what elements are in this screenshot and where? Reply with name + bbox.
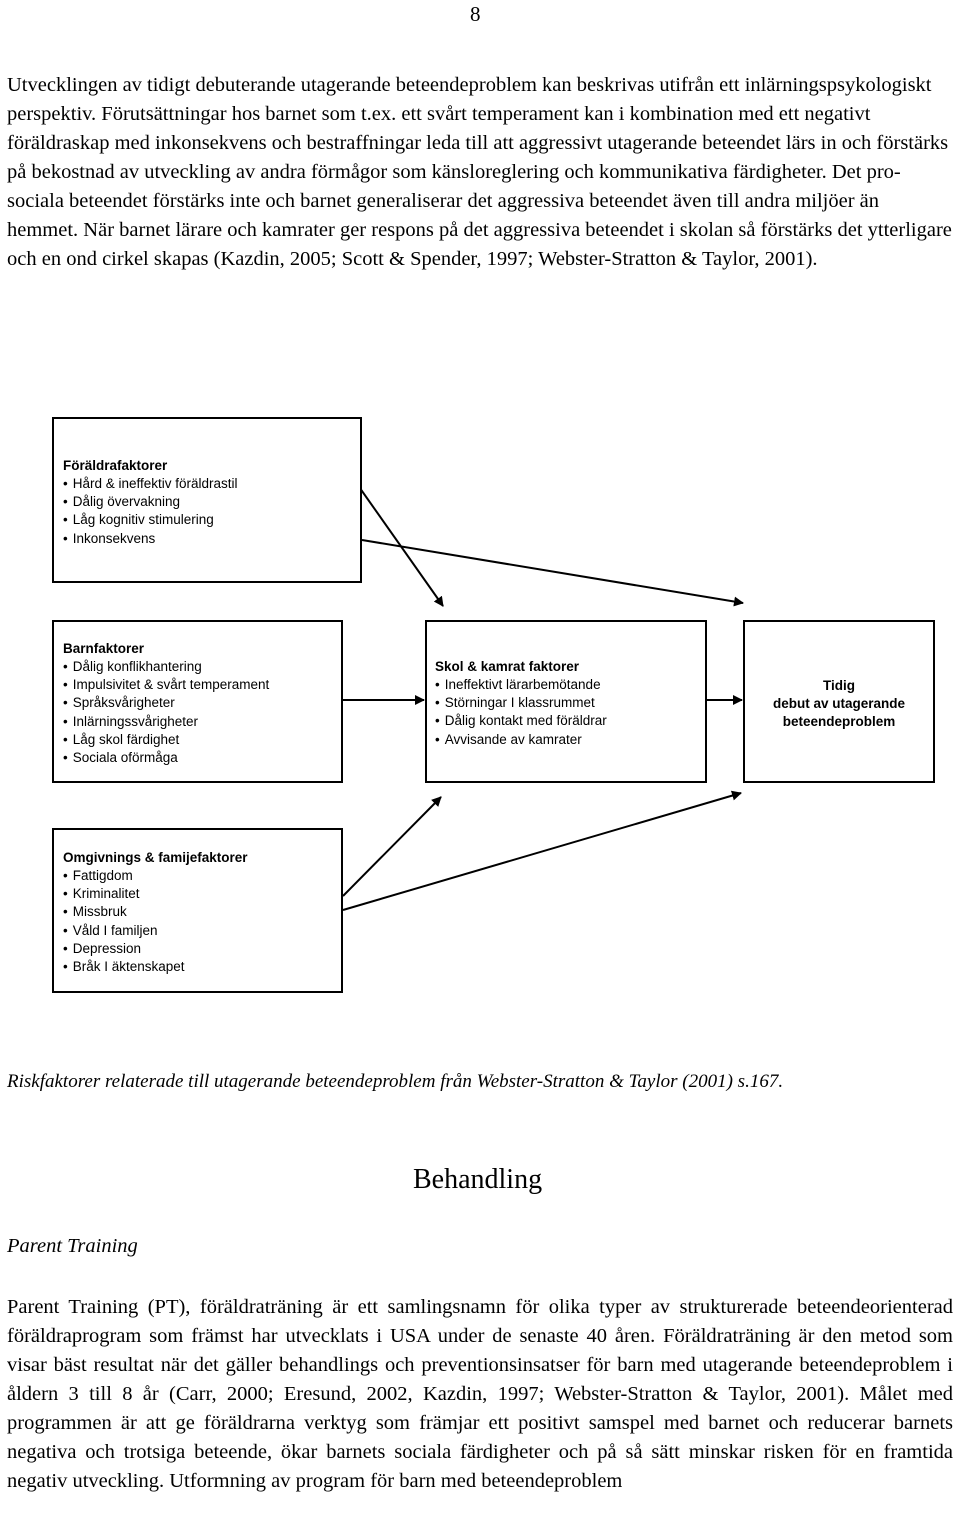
intro-paragraph: Utvecklingen av tidigt debuterande utagerande beteendeproblem kan beskrivas utifrån ett inlärningspsykologiskt perspektiv. Förutsättningar hos barnet som t.ex. ett svårt temperament kan i kombination med ett negativt föräldraskap med inkonsekvens och bestraffningar leda till att aggressivt utagerande beteendet lärs in och förstärks på bekostnad av utveckling av andra förmågor som känsloreglering och kommunikativa färdigheter. Det pro-sociala beteendet förstärks inte och barnet generaliserar det aggressiva beteendet även till andra miljöer än hemmet. När barnet lärare och kamrater ger respons på det aggressiva beteendet i skolan så förstärks det ytterligare och en ond cirkel skapas (Kazdin, 2005; Scott & Spender, 1997; Webster-Stratton & Taylor, 2001). — [7, 74, 952, 270]
environment-family-factors-box — [52, 828, 343, 993]
outcome-line: debut av utagerande — [772, 696, 906, 712]
parent-factors-box — [52, 417, 362, 583]
list-item: • Kriminalitet — [63, 885, 341, 903]
list-item: • Låg kognitiv stimulering — [63, 511, 360, 529]
subheading: Parent Training — [7, 1235, 138, 1257]
arrow-env-to-school — [343, 797, 441, 896]
outcome-line: beteendeproblem — [782, 714, 896, 730]
list-item: • Dålig övervakning — [63, 493, 360, 511]
list-item: • Impulsivitet & svårt temperament — [63, 676, 341, 694]
section-heading: Behandling — [413, 1164, 543, 1195]
list-item: • Våld I familjen — [63, 922, 341, 940]
arrow-parent-to-outcome — [362, 540, 743, 603]
list-item: • Inkonsekvens — [63, 530, 360, 548]
outcome-title — [745, 677, 933, 732]
page-number: 8 — [470, 2, 481, 26]
school-peer-factors-box — [425, 620, 707, 783]
list-item: • Sociala oförmåga — [63, 749, 341, 767]
outcome-box — [743, 620, 935, 783]
box-title: Omgivnings & famijefaktorer — [63, 850, 248, 865]
arrow-parent-to-school — [350, 474, 443, 606]
child-factors-box — [52, 620, 343, 783]
list-item: • Dålig konflikhantering — [63, 658, 341, 676]
box-title: Skol & kamrat faktorer — [435, 659, 580, 674]
list-item: • Fattigdom — [63, 867, 341, 885]
outcome-line: Tidig — [823, 678, 855, 693]
list-item: • Depression — [63, 940, 341, 958]
list-item: • Hård & ineffektiv föräldrastil — [63, 475, 360, 493]
box-title: Föräldrafaktorer — [63, 458, 168, 473]
box-title: Barnfaktorer — [63, 641, 145, 656]
body-paragraph: Parent Training (PT), föräldraträning är ett samlingsnamn för olika typer av strukturerade beteendeorienterad föräldraprogram som främst har utvecklats i USA under de senaste 40 åren. Föräldraträning är den metod som visar bäst resultat när det gäller behandlings och preventionsinsatser för barn med utagerande beteendeproblem i åldern 3 till 8 år (Carr, 2000; Eresund, 2002, Kazdin, 1997; Webster-Stratton & Taylor, 2001). Målet med programmen är att ge föräldrarna verktyg som främjar ett positivt samspel med barnet och reducerar barnets negativa och trotsiga beteende, ökar barnets sociala färdigheter och på så sätt minskar risken för en framtida negativ utveckling. Utformning av program för barn med beteendeproblem — [7, 1296, 953, 1492]
list-item: • Bråk I äktenskapet — [63, 958, 341, 976]
arrow-env-to-outcome — [343, 793, 741, 910]
list-item: • Låg skol färdighet — [63, 731, 341, 749]
list-item: • Ineffektivt lärarbemötande — [435, 676, 705, 694]
list-item: • Dålig kontakt med föräldrar — [435, 712, 705, 730]
list-item: • Missbruk — [63, 903, 341, 921]
list-item: • Störningar I klassrummet — [435, 694, 705, 712]
list-item: • Språksvårigheter — [63, 694, 341, 712]
list-item: • Avvisande av kamrater — [435, 731, 705, 749]
figure-caption: Riskfaktorer relaterade till utagerande beteendeproblem från Webster-Stratton & Taylor (2001) s.167. — [7, 1071, 784, 1092]
list-item: • Inlärningssvårigheter — [63, 713, 341, 731]
